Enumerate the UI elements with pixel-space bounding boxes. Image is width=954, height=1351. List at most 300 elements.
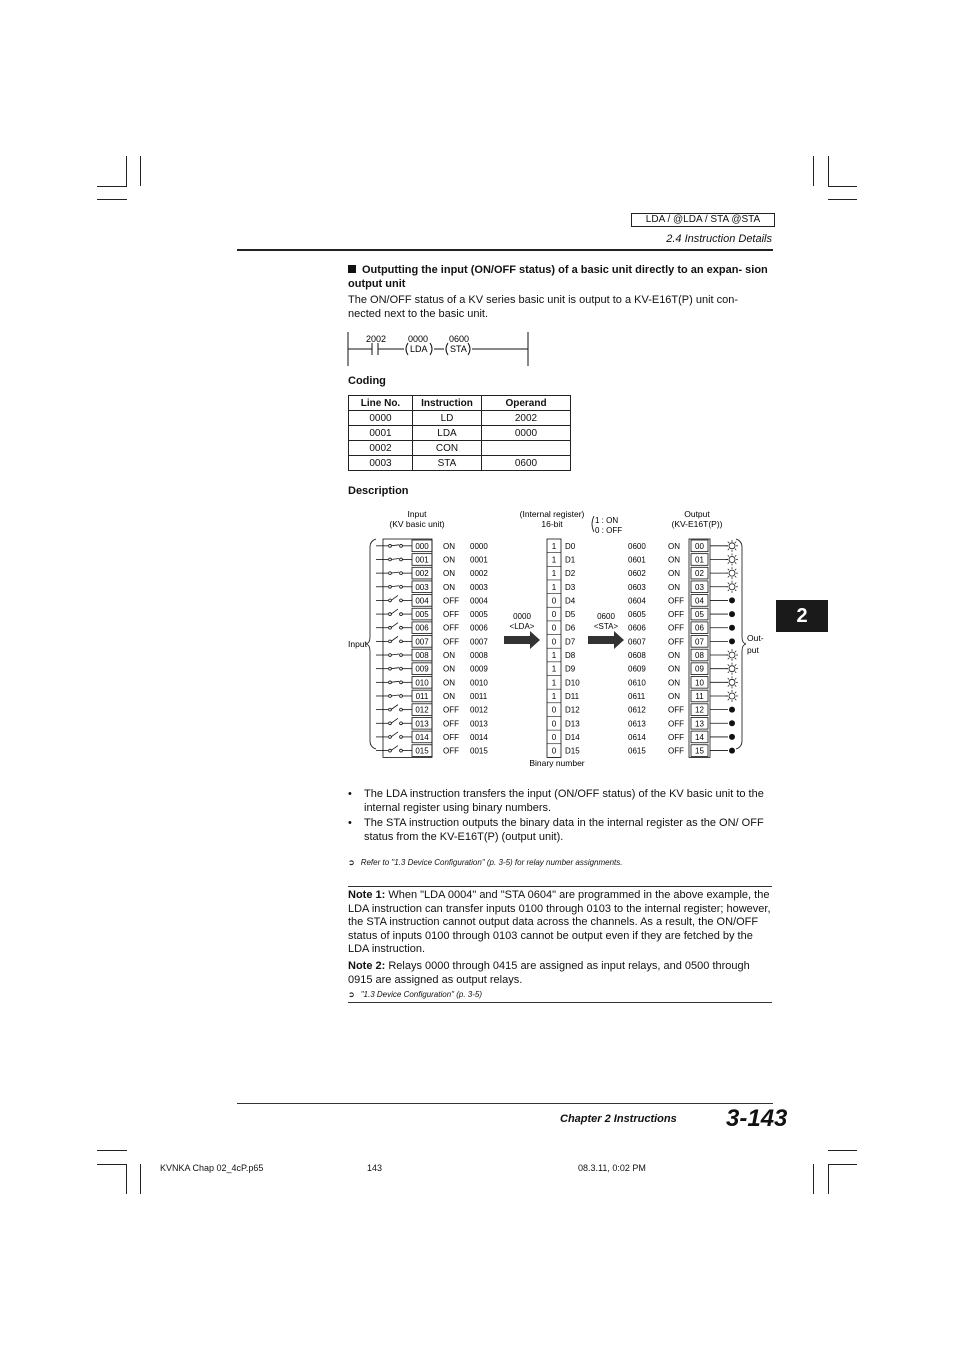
header-rule	[237, 249, 773, 251]
note-2-label: Note 2:	[348, 960, 386, 972]
output-address: 0609	[628, 664, 646, 674]
output-address: 0604	[628, 596, 646, 606]
ladder-instr1: LDA	[410, 344, 428, 354]
input-address: 0005	[470, 610, 488, 620]
register-bit-label: D7	[565, 637, 576, 647]
output-address: 0613	[628, 719, 646, 729]
register-title: (Internal register)	[519, 509, 585, 519]
switch-contact	[400, 708, 403, 711]
switch-contact	[389, 654, 392, 657]
lamp-lit-icon	[729, 570, 735, 576]
input-terminal-label: 014	[415, 732, 429, 742]
output-terminal-label: 01	[695, 555, 704, 565]
switch-contact	[389, 585, 392, 588]
input-address: 0002	[470, 569, 488, 579]
register-bit-label: D2	[565, 569, 576, 579]
ladder-diagram	[340, 328, 540, 368]
register-bit: 1	[551, 678, 557, 688]
input-terminal-label: 008	[415, 651, 429, 661]
switch-open-icon	[391, 595, 398, 600]
switch-contact	[400, 640, 403, 643]
section-title	[348, 263, 772, 291]
input-title: Input	[407, 509, 427, 519]
input-terminal-label: 007	[415, 637, 429, 647]
reference-note-2	[348, 990, 482, 999]
lda-label: <LDA>	[509, 622, 535, 631]
output-status: ON	[668, 582, 680, 592]
switch-contact	[389, 722, 392, 725]
input-subtitle: (KV basic unit)	[389, 519, 445, 529]
reference-arrow-icon: ➲	[348, 990, 355, 999]
lamp-lit-icon	[729, 666, 735, 672]
switch-contact	[400, 695, 403, 698]
output-address: 0603	[628, 582, 646, 592]
input-status: OFF	[443, 596, 459, 606]
input-status: OFF	[443, 705, 459, 715]
switch-contact	[389, 599, 392, 602]
output-terminal-label: 13	[695, 719, 704, 729]
output-status: OFF	[668, 719, 684, 729]
switch-contact	[389, 695, 392, 698]
input-address: 0014	[470, 732, 488, 742]
notes-bottom-rule	[348, 1002, 772, 1003]
lamp-ray	[735, 678, 736, 679]
lamp-ray	[735, 664, 736, 665]
lamp-ray	[735, 699, 736, 700]
switch-contact	[400, 736, 403, 739]
output-address: 0601	[628, 555, 646, 565]
coding-heading: Coding	[348, 375, 386, 387]
switch-contact	[400, 654, 403, 657]
section-title-text: Outputting the input (ON/OFF status) of a basic unit directly to an expan- sion output unit	[348, 264, 768, 290]
note-2-text: Relays 0000 through 0415 are assigned as input relays, and 0500 through 0915 are assigned as output relays.	[348, 960, 750, 986]
switch-open-icon	[391, 718, 398, 723]
footer-rule	[237, 1103, 773, 1104]
input-address: 0008	[470, 651, 488, 661]
output-status: OFF	[668, 637, 684, 647]
output-address: 0606	[628, 623, 646, 633]
crop-mark	[813, 156, 814, 186]
crop-mark	[126, 156, 127, 186]
input-address: 0015	[470, 746, 488, 756]
switch-open-icon	[391, 732, 398, 737]
crop-mark	[828, 1164, 857, 1165]
input-status: OFF	[443, 637, 459, 647]
lamp-ray	[735, 692, 736, 693]
input-status: ON	[443, 569, 455, 579]
switch-open-icon	[391, 746, 398, 751]
switch-closed-icon	[391, 668, 399, 669]
sta-arrow-icon	[588, 631, 624, 649]
output-side-label-2: put	[747, 645, 759, 655]
output-terminal-label: 00	[695, 541, 704, 551]
crop-mark	[97, 186, 127, 187]
lamp-ray	[735, 542, 736, 543]
coding-table	[348, 395, 571, 471]
table-row: 0001 LDA 0000	[349, 426, 571, 441]
switch-contact	[400, 599, 403, 602]
lamp-ray	[728, 692, 729, 693]
note-2	[348, 960, 772, 987]
register-bit-label: D8	[565, 651, 576, 661]
input-terminal-label: 009	[415, 664, 429, 674]
legend-off: 0 : OFF	[595, 526, 623, 535]
input-address: 0009	[470, 664, 488, 674]
input-terminal-label: 006	[415, 623, 429, 633]
switch-contact	[389, 708, 392, 711]
lamp-off-icon	[729, 638, 735, 644]
table-row: 0000 LD 2002	[349, 411, 571, 426]
register-bit-label: D15	[565, 746, 580, 756]
input-address: 0010	[470, 678, 488, 688]
output-status: OFF	[668, 746, 684, 756]
register-bit: 1	[551, 651, 557, 661]
input-address: 0012	[470, 705, 488, 715]
register-bit: 0	[551, 719, 557, 729]
switch-contact	[389, 613, 392, 616]
lamp-ray	[728, 583, 729, 584]
input-status: OFF	[443, 746, 459, 756]
output-status: OFF	[668, 610, 684, 620]
lamp-lit-icon	[729, 679, 735, 685]
crop-mark	[828, 186, 857, 187]
lamp-ray	[728, 590, 729, 591]
header-section-ref: 2.4 Instruction Details	[666, 233, 772, 245]
output-address: 0610	[628, 678, 646, 688]
switch-contact	[389, 681, 392, 684]
register-bit: 1	[551, 541, 557, 551]
output-terminal-label: 07	[695, 637, 704, 647]
input-terminal-label: 005	[415, 610, 429, 620]
switch-contact	[400, 585, 403, 588]
output-address: 0605	[628, 610, 646, 620]
input-address: 0007	[470, 637, 488, 647]
lamp-ray	[735, 651, 736, 652]
crop-mark	[813, 1164, 814, 1194]
input-address: 0003	[470, 582, 488, 592]
lamp-lit-icon	[729, 693, 735, 699]
reference-text: "1.3 Device Configuration" (p. 3-5)	[360, 990, 482, 999]
input-status: ON	[443, 678, 455, 688]
note-1	[348, 889, 772, 957]
input-address: 0001	[470, 555, 488, 565]
list-item: • The STA instruction outputs the binary data in the internal register as the ON/ OFF status from the KV-E16T(P) (output unit).	[348, 817, 772, 844]
slug-page: 143	[367, 1163, 383, 1173]
input-status: OFF	[443, 719, 459, 729]
lamp-off-icon	[729, 611, 735, 617]
table-row: 0002 CON	[349, 441, 571, 456]
reference-arrow-icon: ➲	[348, 858, 355, 867]
input-terminal-label: 002	[415, 569, 429, 579]
register-bit-label: D5	[565, 610, 576, 620]
lamp-ray	[728, 542, 729, 543]
lamp-ray	[728, 685, 729, 686]
output-status: ON	[668, 569, 680, 579]
crop-mark	[140, 156, 141, 186]
slug-file: KVNKA Chap 02_4cP.p65	[160, 1163, 264, 1173]
input-terminal-label: 001	[415, 555, 429, 565]
input-status: ON	[443, 691, 455, 701]
lamp-ray	[735, 576, 736, 577]
lda-arrow-icon	[504, 631, 540, 649]
output-terminal-label: 10	[695, 678, 704, 688]
switch-closed-icon	[391, 695, 399, 696]
ladder-instr2: STA	[450, 344, 467, 354]
output-address: 0612	[628, 705, 646, 715]
switch-contact	[389, 667, 392, 670]
lamp-ray	[735, 555, 736, 556]
crop-mark	[828, 1150, 857, 1151]
register-bit: 1	[551, 691, 557, 701]
register-bit: 0	[551, 596, 557, 606]
register-bit-label: D14	[565, 732, 580, 742]
slug-date: 08.3.11, 0:02 PM	[578, 1163, 646, 1173]
lamp-off-icon	[729, 625, 735, 631]
output-terminal-label: 03	[695, 582, 704, 592]
input-status: ON	[443, 651, 455, 661]
input-terminal-label: 010	[415, 678, 429, 688]
register-bit-label: D3	[565, 582, 576, 592]
register-bit: 1	[551, 582, 557, 592]
reference-note-1	[348, 858, 623, 867]
switch-contact	[400, 681, 403, 684]
output-address: 0614	[628, 732, 646, 742]
output-terminal-label: 09	[695, 664, 704, 674]
output-side-label-1: Out-	[747, 633, 764, 643]
switch-contact	[389, 736, 392, 739]
output-status: OFF	[668, 732, 684, 742]
switch-closed-icon	[391, 681, 399, 682]
crop-mark	[97, 1150, 127, 1151]
lamp-ray	[735, 562, 736, 563]
crop-mark	[126, 1164, 127, 1194]
bullet-square-icon	[348, 265, 356, 273]
output-status: ON	[668, 678, 680, 688]
header-instruction-box: LDA / @LDA / STA @STA	[631, 213, 775, 227]
output-terminal-label: 14	[695, 732, 704, 742]
lamp-ray	[735, 583, 736, 584]
output-terminal-label: 06	[695, 623, 704, 633]
reference-text: Refer to "1.3 Device Configuration" (p. 3-5) for relay number assignments.	[360, 858, 623, 867]
crop-mark	[828, 156, 829, 186]
register-bit: 0	[551, 705, 557, 715]
lamp-ray	[735, 685, 736, 686]
input-terminal-label: 012	[415, 705, 429, 715]
switch-contact	[400, 749, 403, 752]
lda-address: 0000	[513, 612, 531, 621]
register-bit: 0	[551, 746, 557, 756]
lamp-ray	[728, 549, 729, 550]
switch-open-icon	[391, 636, 398, 641]
register-bit-label: D11	[565, 691, 580, 701]
input-terminal-label: 003	[415, 582, 429, 592]
switch-open-icon	[391, 623, 398, 628]
input-status: ON	[443, 582, 455, 592]
lamp-ray	[728, 678, 729, 679]
switch-contact	[389, 626, 392, 629]
notes-top-rule	[348, 886, 772, 887]
input-status: ON	[443, 664, 455, 674]
input-terminal-label: 015	[415, 746, 429, 756]
output-status: OFF	[668, 623, 684, 633]
switch-contact	[400, 667, 403, 670]
switch-closed-icon	[391, 654, 399, 655]
register-bit-label: D4	[565, 596, 576, 606]
register-bit: 1	[551, 569, 557, 579]
lamp-lit-icon	[729, 584, 735, 590]
input-address: 0013	[470, 719, 488, 729]
crop-mark	[97, 1164, 127, 1165]
footer-chapter: Chapter 2 Instructions	[560, 1113, 677, 1125]
lamp-off-icon	[729, 597, 735, 603]
input-terminal-label: 004	[415, 596, 429, 606]
switch-contact	[400, 613, 403, 616]
lamp-ray	[728, 562, 729, 563]
bullet-list	[348, 788, 772, 846]
ladder-contact-label: 2002	[366, 334, 387, 344]
switch-closed-icon	[391, 586, 399, 587]
lamp-lit-icon	[729, 652, 735, 658]
lamp-ray	[735, 549, 736, 550]
list-item: • The LDA instruction transfers the input (ON/OFF status) of the KV basic unit to the internal register using binary numbers.	[348, 788, 772, 815]
lamp-lit-icon	[729, 543, 735, 549]
note-1-label: Note 1:	[348, 889, 386, 901]
switch-contact	[400, 572, 403, 575]
lamp-off-icon	[729, 734, 735, 740]
sta-label: <STA>	[593, 622, 619, 631]
input-address: 0006	[470, 623, 488, 633]
lamp-lit-icon	[729, 556, 735, 562]
output-terminal-label: 12	[695, 705, 704, 715]
output-title: Output	[684, 509, 710, 519]
lamp-ray	[728, 658, 729, 659]
switch-contact	[389, 749, 392, 752]
register-bit: 0	[551, 637, 557, 647]
input-status: ON	[443, 555, 455, 565]
binary-number-label: Binary number	[529, 758, 585, 768]
register-bit: 0	[551, 732, 557, 742]
switch-contact	[400, 626, 403, 629]
register-bit-label: D12	[565, 705, 580, 715]
lamp-ray	[728, 664, 729, 665]
sta-address: 0600	[597, 612, 615, 621]
crop-mark	[828, 1164, 829, 1194]
register-bit-label: D10	[565, 678, 580, 688]
output-terminal-label: 02	[695, 569, 704, 579]
register-bit: 0	[551, 610, 557, 620]
col-header-instruction: Instruction	[413, 396, 482, 411]
register-bit-label: D13	[565, 719, 580, 729]
description-rows	[376, 539, 738, 757]
lamp-off-icon	[729, 720, 735, 726]
switch-contact	[400, 558, 403, 561]
output-address: 0611	[628, 691, 646, 701]
output-status: ON	[668, 555, 680, 565]
output-address: 0608	[628, 651, 646, 661]
input-status: ON	[443, 541, 455, 551]
switch-contact	[389, 640, 392, 643]
switch-contact	[389, 558, 392, 561]
switch-contact	[389, 544, 392, 547]
register-bit: 1	[551, 664, 557, 674]
input-status: OFF	[443, 732, 459, 742]
input-address: 0011	[470, 691, 488, 701]
lamp-off-icon	[729, 707, 735, 713]
output-subtitle: (KV-E16T(P))	[671, 519, 723, 529]
output-terminal-label: 04	[695, 596, 704, 606]
description-heading: Description	[348, 485, 409, 497]
register-bit: 1	[551, 555, 557, 565]
note-1-text: When "LDA 0004" and "STA 0604" are programmed in the above example, the LDA instruction can transfer inputs 0100 through 0103 to the internal register; however, the STA instruction cannot output data across the channels. As a result, the ON/OFF status of inputs 0100 through 0103 cannot be output even if they are fetched by the LDA instruction.	[348, 889, 771, 955]
switch-contact	[400, 544, 403, 547]
lamp-ray	[728, 699, 729, 700]
ladder-op1: 0000	[408, 334, 429, 344]
col-header-operand: Operand	[482, 396, 571, 411]
lamp-ray	[735, 658, 736, 659]
input-terminal-label: 013	[415, 719, 429, 729]
table-row: 0003 STA 0600	[349, 456, 571, 471]
crop-mark	[828, 199, 857, 200]
input-address: 0004	[470, 596, 488, 606]
lamp-ray	[728, 651, 729, 652]
output-status: ON	[668, 651, 680, 661]
output-status: OFF	[668, 596, 684, 606]
crop-mark	[140, 1164, 141, 1194]
switch-closed-icon	[391, 572, 399, 573]
output-terminal-label: 11	[695, 691, 704, 701]
register-bit-label: D1	[565, 555, 576, 565]
output-address: 0600	[628, 541, 646, 551]
crop-mark	[97, 199, 127, 200]
output-status: ON	[668, 691, 680, 701]
output-address: 0602	[628, 569, 646, 579]
lamp-ray	[728, 569, 729, 570]
input-status: OFF	[443, 610, 459, 620]
output-address: 0615	[628, 746, 646, 756]
lamp-ray	[728, 672, 729, 673]
lamp-ray	[735, 590, 736, 591]
input-terminal-label: 011	[415, 691, 429, 701]
switch-contact	[400, 722, 403, 725]
switch-contact	[389, 572, 392, 575]
switch-closed-icon	[391, 558, 399, 559]
page-number: 3-143	[726, 1105, 788, 1132]
switch-open-icon	[391, 609, 398, 614]
output-terminal-label: 05	[695, 610, 704, 620]
chapter-tab: 2	[776, 600, 828, 632]
lamp-ray	[728, 555, 729, 556]
output-status: ON	[668, 541, 680, 551]
register-bit-label: D6	[565, 623, 576, 633]
col-header-line: Line No.	[349, 396, 413, 411]
description-diagram	[340, 505, 780, 775]
register-bit-label: D9	[565, 664, 576, 674]
input-terminal-label: 000	[415, 541, 429, 551]
register-subtitle: 16-bit	[541, 519, 563, 529]
ladder-op2: 0600	[449, 334, 470, 344]
input-status: OFF	[443, 623, 459, 633]
output-address: 0607	[628, 637, 646, 647]
output-status: OFF	[668, 705, 684, 715]
register-bit: 0	[551, 623, 557, 633]
legend-on: 1 : ON	[595, 516, 619, 525]
input-address: 0000	[470, 541, 488, 551]
lamp-ray	[735, 569, 736, 570]
lamp-ray	[735, 672, 736, 673]
register-bit-label: D0	[565, 541, 576, 551]
output-status: ON	[668, 664, 680, 674]
switch-open-icon	[391, 705, 398, 710]
